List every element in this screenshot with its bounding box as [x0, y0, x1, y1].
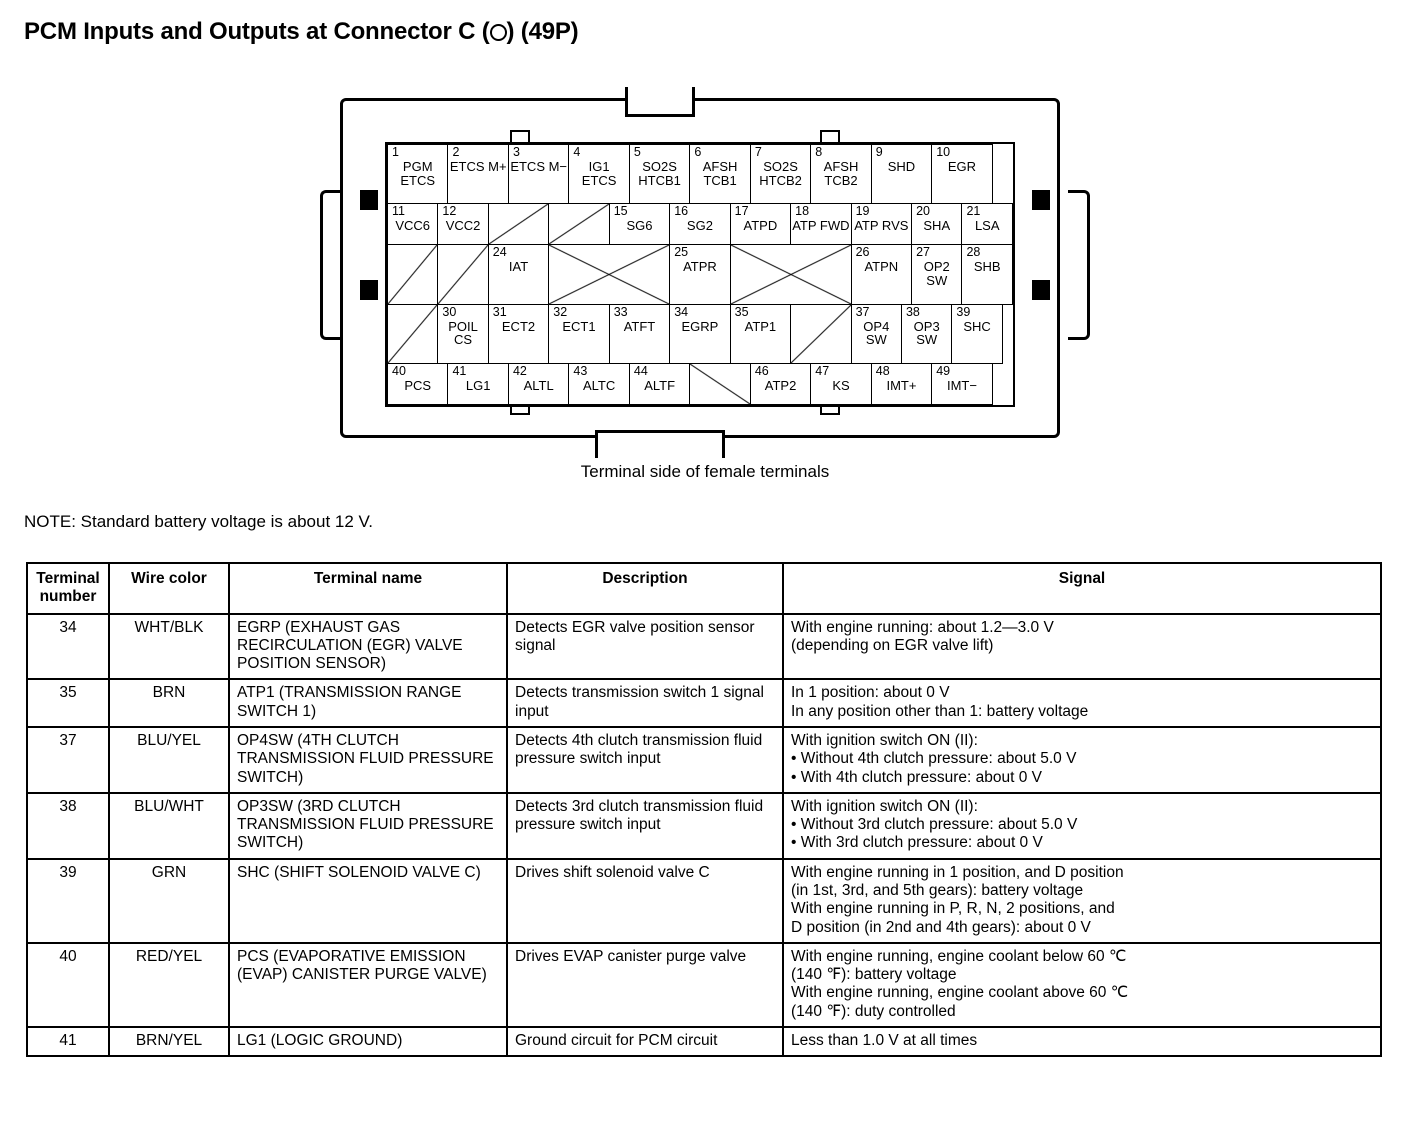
cell-signal: [783, 859, 1381, 943]
cell-terminal-name: PCS (EVAPORATIVE EMISSION (EVAP) CANISTER PURGE VALVE): [229, 943, 507, 1027]
column-header-description: Description: [507, 563, 783, 614]
pin-cell: [730, 204, 790, 245]
pin-number: 2: [452, 145, 460, 159]
pin-label: ATPN: [864, 259, 899, 275]
pin-cell: [670, 204, 730, 245]
page-title-text-after: ) (49P): [506, 18, 579, 45]
pin-label: ALTL: [523, 378, 554, 394]
pin-row: [388, 145, 1013, 204]
pin-label: ATFT: [623, 318, 656, 334]
pin-number: 44: [633, 364, 648, 379]
cell-terminal-name: ATP1 (TRANSMISSION RANGE SWITCH 1): [229, 679, 507, 727]
cell-signal: [783, 614, 1381, 680]
pin-grid-table: [387, 144, 1013, 405]
pin-cell: [962, 245, 1013, 304]
pin-number: 39: [956, 304, 971, 319]
cell-wire-color: BRN/YEL: [109, 1027, 229, 1056]
signal-line: • With 4th clutch pressure: about 0 V: [791, 768, 1042, 786]
pin-label: VCC6: [395, 218, 431, 234]
pin-label: OP3 SW: [913, 318, 940, 348]
pin-label: SHD: [887, 159, 916, 174]
pin-cell-blank: [730, 245, 851, 304]
pin-label: IAT: [508, 259, 529, 275]
cell-signal: [783, 943, 1381, 1027]
cell-wire-color: BLU/WHT: [109, 793, 229, 859]
cell-terminal-number: 40: [27, 943, 109, 1027]
pin-label: SHB: [973, 259, 1001, 275]
cell-description: Detects EGR valve position sensor signal: [507, 614, 783, 680]
cell-terminal-number: 34: [27, 614, 109, 680]
pin-cell: [871, 364, 931, 405]
pin-cell: [488, 304, 548, 363]
pin-row: [388, 204, 1013, 245]
pin-cell: [388, 364, 448, 405]
connector-wing-right: [1068, 190, 1090, 340]
pin-label: AFSH TCB1: [702, 159, 738, 188]
pin-cell: [508, 364, 568, 405]
pin-cell-blank: [438, 245, 488, 304]
pin-label: ECT1: [562, 318, 596, 334]
pin-cell-blank: [549, 245, 670, 304]
column-header-signal: Signal: [783, 563, 1381, 614]
pin-cell: [438, 204, 488, 245]
pin-cell: [438, 304, 488, 363]
table-row: [27, 614, 1381, 680]
signal-line: • With 3rd clutch pressure: about 0 V: [791, 834, 1043, 852]
pin-cell: [811, 145, 871, 204]
pin-label: ATP FWD: [792, 218, 850, 234]
cell-wire-color: BRN: [109, 679, 229, 727]
pin-label: EGR: [947, 159, 977, 174]
column-header-terminal-name: Terminal name: [229, 563, 507, 614]
pin-number: 25: [674, 245, 689, 260]
pin-label: ATP RVS: [854, 218, 909, 234]
pin-label: LSA: [974, 218, 1000, 234]
pin-cell-blank: [549, 204, 609, 245]
pin-label: SG2: [686, 218, 713, 234]
cell-description: Detects transmission switch 1 signal input: [507, 679, 783, 727]
cell-terminal-number: 37: [27, 727, 109, 793]
pin-cell: [851, 245, 911, 304]
signal-line: With ignition switch ON (II):: [791, 797, 978, 815]
pin-label: OP4 SW: [863, 318, 890, 348]
table-row: [27, 943, 1381, 1027]
pin-cell: [670, 304, 730, 363]
pin-number: 18: [795, 204, 810, 219]
pin-label: ALTC: [583, 378, 616, 394]
connector-lug-left-lower: [360, 280, 378, 300]
connector-tab-bottom: [595, 430, 725, 458]
pin-number: 32: [553, 304, 568, 319]
signal-line: • Without 3rd clutch pressure: about 5.0 V: [791, 816, 1078, 834]
pin-label: SG6: [626, 218, 653, 234]
pin-label: AFSH TCB2: [823, 159, 859, 188]
pin-label: ATPR: [683, 259, 717, 275]
column-header-terminal: Terminal number: [27, 563, 109, 614]
pin-label: SO2S HTCB1: [638, 159, 681, 188]
pin-label: ECT2: [501, 318, 536, 334]
note-text: NOTE: Standard battery voltage is about 12 V.: [24, 512, 374, 531]
connector-lug-left-upper: [360, 190, 378, 210]
cell-terminal-number: 35: [27, 679, 109, 727]
pin-label: EGRP: [681, 318, 719, 334]
pin-cell: [488, 245, 548, 304]
signal-line: (140 ℉): duty controlled: [791, 1002, 956, 1020]
pin-number: 4: [573, 145, 581, 159]
pin-cell: [629, 145, 689, 204]
column-header-wire-color: Wire color: [109, 563, 229, 614]
pin-number: 16: [674, 204, 689, 219]
pin-number: 49: [936, 364, 951, 379]
pin-label: KS: [832, 378, 850, 394]
cell-description: Ground circuit for PCM circuit: [507, 1027, 783, 1056]
pin-number: 33: [613, 304, 628, 319]
signal-line: With engine running, engine coolant below 60 ℃: [791, 947, 1127, 965]
pin-label: ATPD: [743, 218, 778, 234]
pin-number: 7: [754, 145, 762, 159]
cell-description: Drives EVAP canister purge valve: [507, 943, 783, 1027]
pin-cell: [388, 145, 448, 204]
pin-row: [388, 364, 1013, 405]
pin-number: 28: [966, 245, 981, 260]
signal-line: Less than 1.0 V at all times: [791, 1031, 978, 1049]
signal-line: With engine running in P, R, N, 2 positions, and: [791, 900, 1115, 918]
pin-cell: [932, 145, 992, 204]
signal-line: In any position other than 1: battery voltage: [791, 702, 1089, 720]
pin-label: PGM ETCS: [400, 159, 436, 188]
signal-line: (depending on EGR valve lift): [791, 636, 994, 654]
pin-label: SO2S HTCB2: [759, 159, 802, 188]
pin-number: 27: [916, 245, 930, 260]
pin-label: SHA: [923, 218, 951, 234]
pin-cell: [791, 204, 851, 245]
pin-cell: [448, 364, 508, 405]
pin-number: 38: [905, 304, 920, 319]
pin-label: OP2 SW: [923, 259, 950, 288]
pin-cell-blank: [690, 364, 750, 405]
table-row: [27, 679, 1381, 727]
pin-number: 19: [855, 204, 870, 219]
pin-label: LG1: [465, 378, 491, 394]
pin-number: 30: [442, 304, 457, 319]
signal-line: With ignition switch ON (II):: [791, 731, 978, 749]
pin-number: 1: [392, 145, 399, 159]
pin-cell: [549, 304, 609, 363]
table-row: [27, 793, 1381, 859]
cell-signal: [783, 679, 1381, 727]
pin-number: 42: [512, 364, 527, 379]
pin-cell: [629, 364, 689, 405]
pin-cell: [609, 204, 669, 245]
pin-number: 41: [452, 364, 467, 379]
pin-label: IMT−: [946, 378, 977, 394]
cell-wire-color: RED/YEL: [109, 943, 229, 1027]
table-row: [27, 727, 1381, 793]
pin-cell: [569, 145, 629, 204]
pin-row: [388, 304, 1013, 363]
pin-cell: [750, 145, 810, 204]
cell-description: Drives shift solenoid valve C: [507, 859, 783, 943]
pin-cell: [690, 145, 750, 204]
pin-cell-blank: [388, 245, 438, 304]
pin-number: 24: [492, 245, 507, 260]
cell-terminal-number: 39: [27, 859, 109, 943]
pin-number: 17: [734, 204, 749, 219]
terminal-spec-table: [26, 562, 1382, 1057]
pin-cell-blank: [488, 204, 548, 245]
pin-number: 43: [573, 364, 588, 379]
pin-cell: [851, 204, 911, 245]
pin-cell: [730, 304, 790, 363]
pin-cell: [750, 364, 810, 405]
connector-diagram: [330, 90, 1080, 481]
pin-number: 40: [392, 364, 406, 379]
pin-label: POIL CS: [448, 318, 478, 348]
cell-wire-color: GRN: [109, 859, 229, 943]
pin-cell: [952, 304, 1002, 363]
pin-number: 15: [613, 204, 628, 219]
pin-cell: [609, 304, 669, 363]
pin-cell: [388, 204, 438, 245]
pin-number: 46: [754, 364, 769, 379]
signal-line: (in 1st, 3rd, and 5th gears): battery voltage: [791, 881, 1084, 899]
pin-number: 48: [875, 364, 890, 379]
pin-number: 12: [442, 204, 457, 219]
pin-number: 6: [694, 145, 702, 159]
page-title-text-before: PCM Inputs and Outputs at Connector C (: [24, 18, 490, 45]
pin-label: IG1 ETCS: [581, 159, 617, 188]
pin-label: SHC: [963, 318, 991, 334]
pin-label: ATP2: [764, 378, 797, 394]
pin-number: 34: [674, 304, 689, 319]
pin-label: ALTF: [644, 378, 676, 394]
pin-number: 9: [875, 145, 883, 159]
pin-cell: [871, 145, 931, 204]
pin-cell: [508, 145, 568, 204]
pin-label: ETCS M−: [510, 159, 568, 174]
table-header-row: [27, 563, 1381, 614]
pin-number: 5: [633, 145, 641, 159]
pin-label: PCS: [404, 378, 432, 394]
cell-description: Detects 4th clutch transmission fluid pressure switch input: [507, 727, 783, 793]
cell-description: Detects 3rd clutch transmission fluid pressure switch input: [507, 793, 783, 859]
pin-cell-blank: [388, 304, 438, 363]
connector-tab-top: [625, 87, 695, 117]
pin-label: IMT+: [886, 378, 917, 394]
pin-number: 21: [966, 204, 981, 219]
cell-terminal-name: EGRP (EXHAUST GAS RECIRCULATION (EGR) VALVE POSITION SENSOR): [229, 614, 507, 680]
pin-number: 8: [815, 145, 823, 159]
signal-line: In 1 position: about 0 V: [791, 684, 950, 702]
cell-terminal-name: OP4SW (4TH CLUTCH TRANSMISSION FLUID PRESSURE SWITCH): [229, 727, 507, 793]
cell-terminal-number: 38: [27, 793, 109, 859]
pin-number: 3: [512, 145, 520, 159]
connector-wing-left: [320, 190, 342, 340]
table-row: [27, 1027, 1381, 1056]
cell-terminal-name: LG1 (LOGIC GROUND): [229, 1027, 507, 1056]
signal-line: With engine running in 1 position, and D position: [791, 863, 1124, 881]
pin-cell: [912, 204, 962, 245]
pin-cell: [962, 204, 1013, 245]
pin-number: 37: [855, 304, 870, 319]
pin-grid: [385, 142, 1015, 407]
pin-number: 26: [855, 245, 870, 260]
pin-label: ETCS M+: [449, 159, 507, 174]
connector-lug-right-upper: [1032, 190, 1050, 210]
cell-wire-color: WHT/BLK: [109, 614, 229, 680]
cell-terminal-name: SHC (SHIFT SOLENOID VALVE C): [229, 859, 507, 943]
pin-label: VCC2: [445, 218, 481, 234]
signal-line: D position (in 2nd and 4th gears): about 0 V: [791, 918, 1091, 936]
pin-number: 47: [815, 364, 830, 379]
cell-terminal-number: 41: [27, 1027, 109, 1056]
pin-cell: [811, 364, 871, 405]
signal-line: (140 ℉): battery voltage: [791, 966, 957, 984]
pin-cell: [448, 145, 508, 204]
cell-wire-color: BLU/YEL: [109, 727, 229, 793]
pin-cell: [901, 304, 951, 363]
signal-line: With engine running, engine coolant above 60 ℃: [791, 984, 1129, 1002]
signal-line: • Without 4th clutch pressure: about 5.0 V: [791, 750, 1077, 768]
connector-lug-right-lower: [1032, 280, 1050, 300]
pin-cell: [932, 364, 992, 405]
cell-signal: [783, 727, 1381, 793]
pin-label: ATP1: [744, 318, 777, 334]
cell-terminal-name: OP3SW (3RD CLUTCH TRANSMISSION FLUID PRESSURE SWITCH): [229, 793, 507, 859]
cell-signal: [783, 793, 1381, 859]
circle-icon: [490, 24, 507, 41]
pin-number: 20: [916, 204, 930, 219]
cell-signal: [783, 1027, 1381, 1056]
pin-number: 10: [936, 145, 951, 159]
pin-cell: [912, 245, 962, 304]
diagram-caption: Terminal side of female terminals: [580, 462, 830, 481]
pin-number: 31: [492, 304, 507, 319]
pin-cell-blank: [791, 304, 851, 363]
pin-row: [388, 245, 1013, 304]
table-row: [27, 859, 1381, 943]
pin-cell: [569, 364, 629, 405]
pin-number: 35: [734, 304, 749, 319]
pin-number: 11: [392, 204, 405, 219]
signal-line: With engine running: about 1.2—3.0 V: [791, 618, 1054, 636]
page-title: [24, 18, 578, 46]
pin-cell: [670, 245, 730, 304]
pin-cell: [851, 304, 901, 363]
